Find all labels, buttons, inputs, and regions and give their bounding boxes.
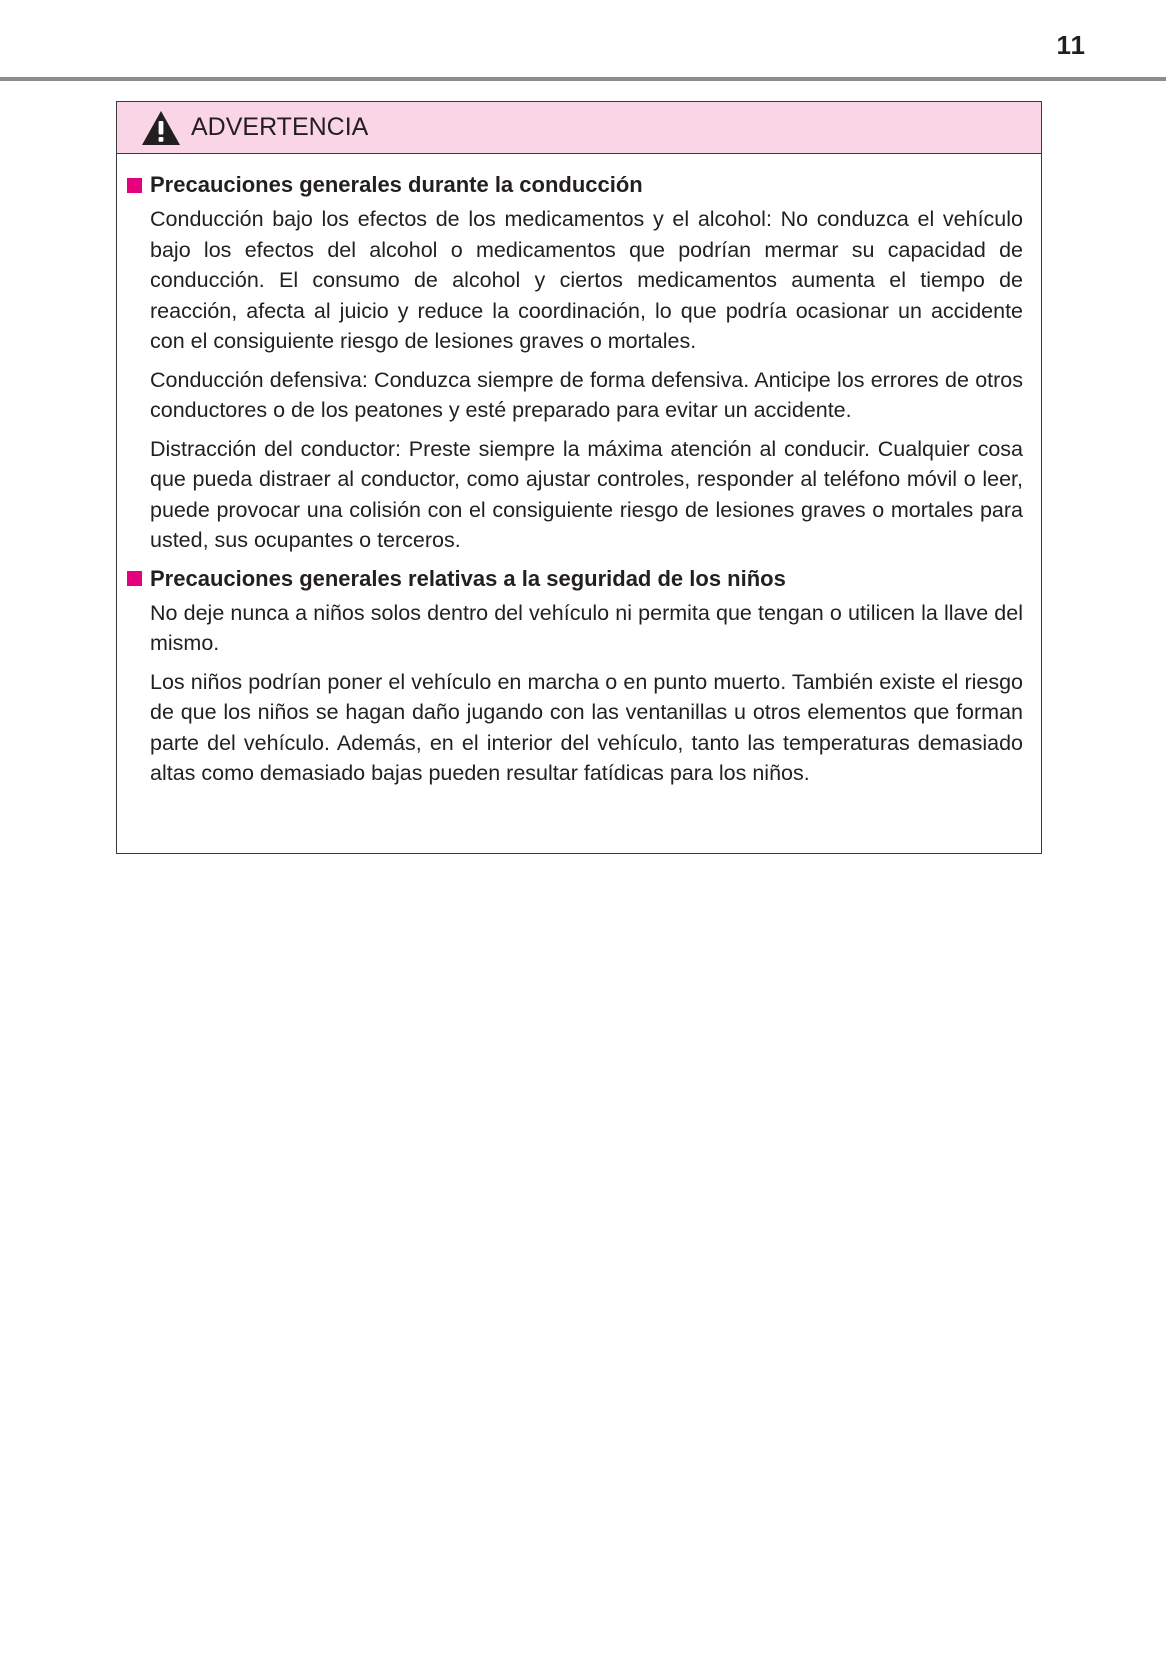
section-heading <box>117 564 1023 594</box>
warning-header <box>117 102 1041 154</box>
header-divider <box>0 77 1166 81</box>
section-driving-precautions <box>117 170 1023 556</box>
warning-content <box>117 154 1041 789</box>
paragraph: Conducción bajo los efectos de los medicamentos y el alcohol: No conduzca el vehículo bajo los efectos del alcohol o medicamentos que podrían mermar su capacidad de conducción. El consumo de alcohol y ciertos medicamentos aumenta el tiempo de reacción, afecta al juicio y reduce la coordinación, lo que podría ocasionar un accidente con el consiguiente riesgo de lesiones graves o mortales. <box>150 207 1023 353</box>
square-bullet-icon <box>127 178 142 193</box>
paragraph: Distracción del conductor: Preste siempre la máxima atención al conducir. Cualquier cosa que pueda distraer al conductor, como ajustar controles, responder al teléfono móvil o leer, puede provocar una colisión con el consiguiente riesgo de lesiones graves o mortales para usted, sus ocupantes o terceros. <box>150 436 1023 552</box>
section-child-safety <box>117 564 1023 789</box>
warning-title: ADVERTENCIA <box>191 113 369 141</box>
section-heading-text: Precauciones generales durante la conducción <box>150 172 643 197</box>
square-bullet-icon <box>127 571 142 586</box>
warning-triangle-icon <box>141 110 181 146</box>
paragraph: Los niños podrían poner el vehículo en marcha o en punto muerto. También existe el riesgo de que los niños se hagan daño jugando con las ventanillas u otros elementos que forman parte del vehículo. Además, en el interior del vehículo, tanto las temperaturas demasiado altas como demasiado bajas pueden resultar fatídicas para los niños. <box>150 669 1023 785</box>
paragraph: Conducción defensiva: Conduzca siempre de forma defensiva. Anticipe los errores de otros conductores o de los peatones y esté preparado para evitar un accidente. <box>150 367 1023 422</box>
section-heading-text: Precauciones generales relativas a la seguridad de los niños <box>150 565 786 591</box>
page-number: 11 <box>1056 30 1086 60</box>
warning-box <box>116 101 1042 854</box>
paragraph: No deje nunca a niños solos dentro del vehículo ni permita que tengan o utilicen la llave del mismo. <box>150 600 1023 655</box>
section-heading <box>117 170 1023 200</box>
